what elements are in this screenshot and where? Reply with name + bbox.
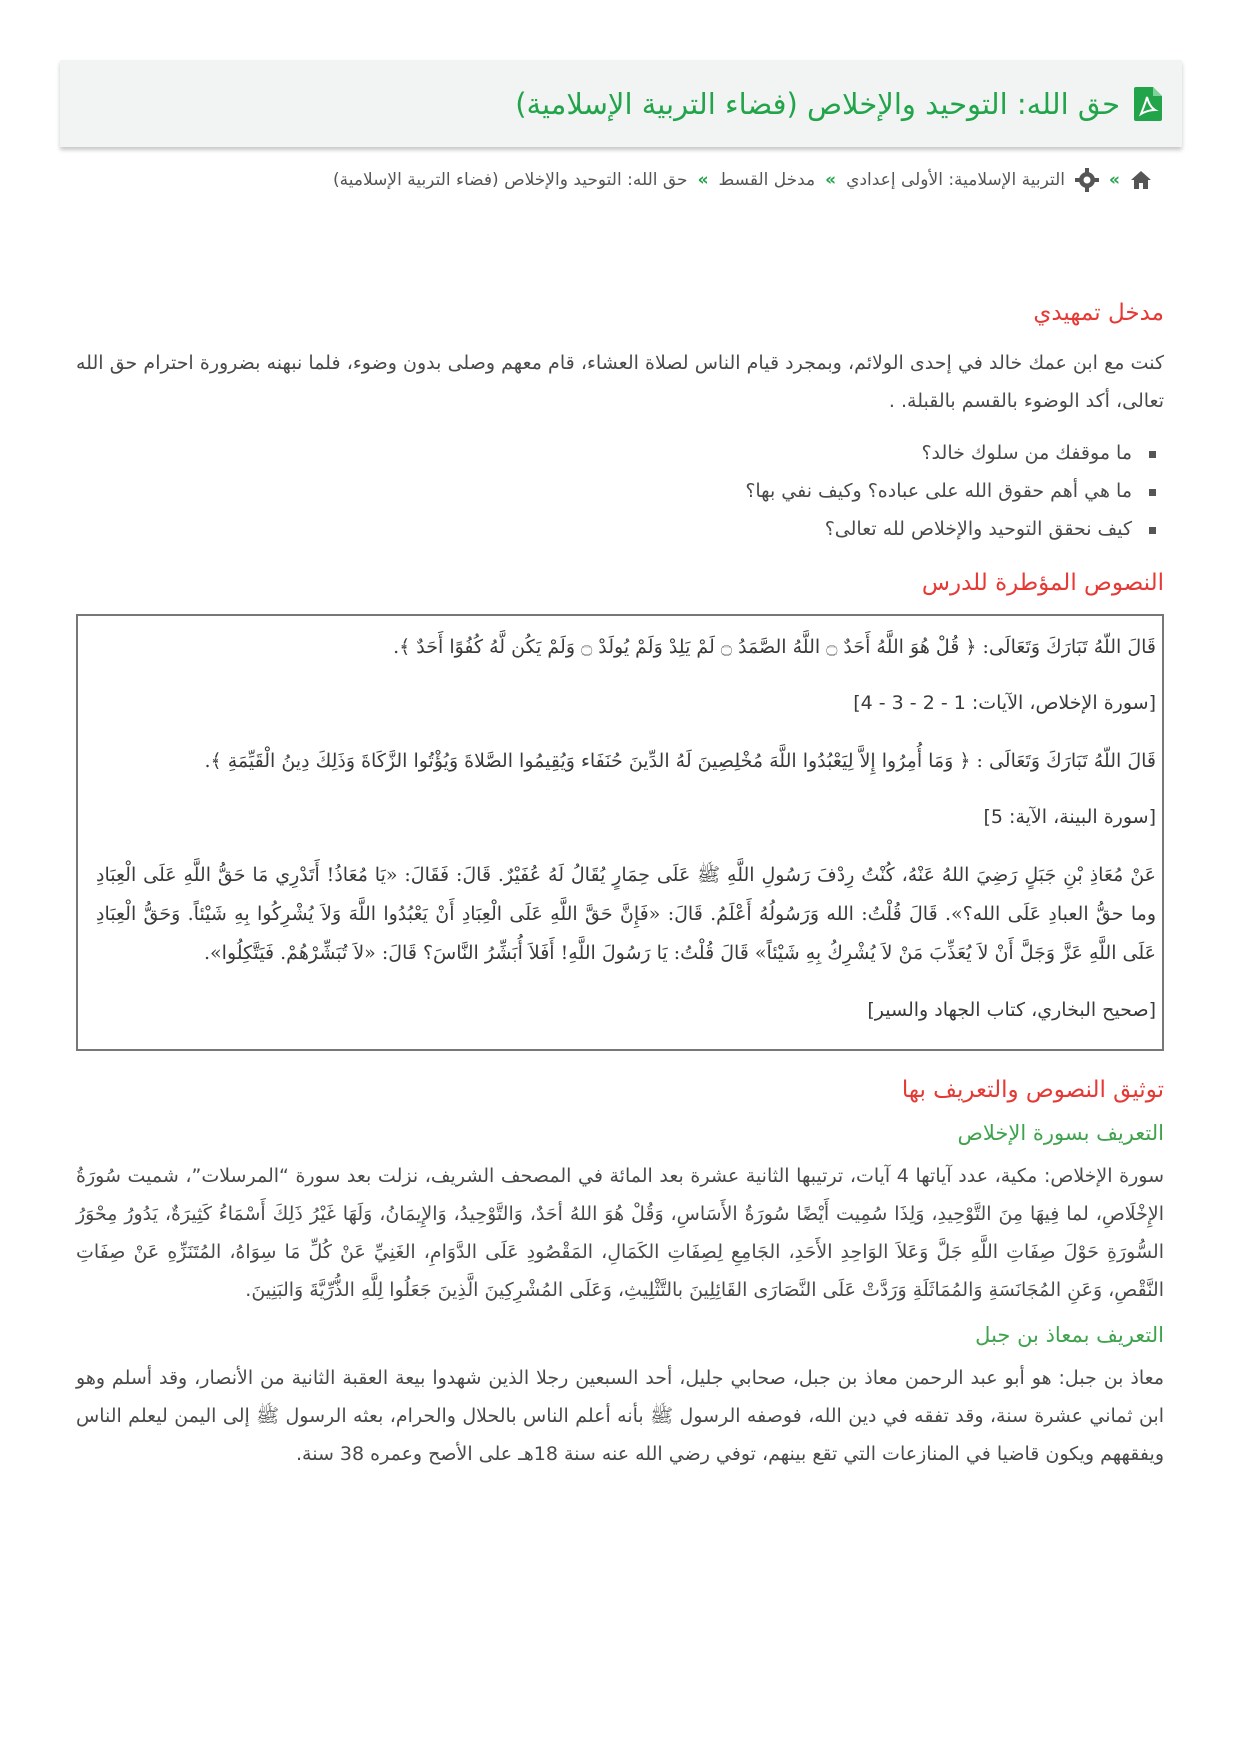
breadcrumb-separator: » bbox=[697, 170, 709, 190]
breadcrumb-item-unit[interactable]: مدخل القسط bbox=[718, 170, 816, 190]
breadcrumb bbox=[60, 168, 1152, 192]
breadcrumb-item-grade[interactable]: التربية الإسلامية: الأولى إعدادي bbox=[846, 170, 1066, 190]
home-icon[interactable] bbox=[1130, 170, 1152, 190]
muadh-intro-text: معاذ بن جبل: هو أبو عبد الرحمن معاذ بن جبل، صحابي جليل، أحد السبعين رجلا الذين شهدوا بيعة العقبة الثانية من الأنصار، وقد أسلم وهو ابن ثماني عشرة سنة، وقد تفقه في دين الله، فوصفه الرسول ﷺ بأنه أعلم الناس بالحلال والحرام، بعثه الرسول ﷺ إلى اليمن ليعلم الناس ويفقههم ويكون قاضيا في المنازعات التي تقع بينهم، توفي رضي الله عنه سنة 18هـ على الأصح وعمره 38 سنة. bbox=[76, 1367, 1164, 1465]
gear-icon bbox=[1075, 168, 1099, 192]
reference-bukhari: [صحيح البخاري، كتاب الجهاد والسير] bbox=[867, 999, 1156, 1021]
breadcrumb-separator: » bbox=[825, 170, 837, 190]
intro-heading: مدخل تمهيدي bbox=[1033, 300, 1164, 326]
surah-intro-title: التعريف بسورة الإخلاص bbox=[957, 1121, 1164, 1145]
page-title: حق الله: التوحيد والإخلاص (فضاء التربية الإسلامية) bbox=[515, 86, 1120, 121]
verse-bayyina: قَالَ اللّهُ تَبَارَكَ وَتَعَالَى : ﴿ وَمَا أُمِرُوا إِلاَّ لِيَعْبُدُوا اللَّهَ مُخْلِصِينَ لَهُ الدِّينَ حُنَفَاء وَيُقِيمُوا الصَّلاةَ وَيُؤْتُوا الزَّكَاةَ وَذَلِكَ دِينُ الْقَيِّمَةِ ﴾. bbox=[204, 750, 1156, 772]
intro-questions bbox=[76, 434, 1164, 548]
question-item: كيف نحقق التوحيد والإخلاص لله تعالى؟ bbox=[76, 510, 1132, 548]
breadcrumb-separator: » bbox=[1109, 170, 1120, 190]
framing-texts-box bbox=[76, 614, 1164, 1051]
documentation-heading: توثيق النصوص والتعريف بها bbox=[901, 1077, 1164, 1103]
lesson-content bbox=[76, 300, 1164, 1473]
muadh-intro-title: التعريف بمعاذ بن جبل bbox=[975, 1323, 1164, 1347]
verse-ikhlas: قَالَ اللّهُ تَبَارَكَ وَتَعَالَى: ﴿ قُلْ هُوَ اللَّهُ أَحَدٌ ۝ اللَّهُ الصَّمَدُ ۝ لَمْ يَلِدْ وَلَمْ يُولَدْ ۝ وَلَمْ يَكُن لَّهُ كُفُوًا أَحَدٌ ﴾. bbox=[393, 636, 1156, 658]
pdf-icon[interactable] bbox=[1134, 87, 1162, 121]
hadith-muadh: عَنْ مُعَاذِ بْنِ جَبَلٍ رَضِيَ اللهُ عَنْهُ، كُنْتُ رِدْفَ رَسُولِ اللَّهِ ﷺ عَلَى حِمَارٍ يُقَالُ لَهُ عُفَيْرٌ. قَالَ: فَقَالَ: «يَا مُعَاذُ! أَتَدْرِي مَا حَقُّ اللَّهِ عَلَى الْعِبَادِ وما حقُّ العبادِ عَلَى الله؟». قَالَ قُلْتُ: الله وَرَسُولُهُ أَعْلَمُ. قَالَ: «فَإِنَّ حَقَّ اللَّهِ عَلَى الْعِبَادِ أَنْ يَعْبُدُوا اللَّهَ وَلاَ يُشْرِكُوا بِهِ شَيْئاً. وَحَقُّ الْعِبَادِ عَلَى اللَّهِ عَزَّ وَجَلَّ أَنْ لاَ يُعَذِّبَ مَنْ لاَ يُشْرِكُ بِهِ شَيْئاً» قَالَ قُلْتُ: يَا رَسُولَ اللَّهِ! أَفَلاَ أُبَشِّرُ النَّاسَ؟ قَالَ: «لاَ تُبَشِّرْهُمْ. فَيَتَّكِلُوا». bbox=[96, 864, 1156, 964]
reference-bayyina: [سورة البينة، الآية: 5] bbox=[983, 806, 1156, 828]
question-item: ما موقفك من سلوك خالد؟ bbox=[76, 434, 1132, 472]
intro-paragraph: كنت مع ابن عمك خالد في إحدى الولائم، وبمجرد قيام الناس لصلاة العشاء، قام معهم وصلى بدون وضوء، فلما نبهنه بضرورة احترام حق الله تعالى، أكد الوضوء بالقسم بالقبلة. . bbox=[76, 352, 1164, 412]
reference-ikhlas: [سورة الإخلاص، الآيات: 1 - 2 - 3 - 4] bbox=[853, 692, 1156, 714]
page-title-bar bbox=[60, 60, 1182, 147]
texts-heading: النصوص المؤطرة للدرس bbox=[921, 570, 1164, 596]
surah-intro-text: سورة الإخلاص: مكية، عدد آياتها 4 آيات، ترتيبها الثانية عشرة بعد المائة في المصحف الشريف، نزلت بعد سورة “المرسلات”، شميت سُورَةُ الإِخْلَاصِ، لما فِيهَا مِنَ التَّوْحِيدِ، وَلِذَا سُمِيت أَيْضًا سُورَةُ الأَسَاسِ، وَقُلْ هُوَ اللهُ أحَدٌ، وَالتَّوْحِيدُ، وَالإِيمَانُ، وَلَهَا غَيْرُ ذَلِكَ أَسْمَاءُ كَثِيرَةٌ، يَدُورُ مِحْوَرُ السُّورَةِ حَوْلَ صِفَاتِ اللَّهِ جَلَّ وَعَلاَ الوَاحِدِ الأَحَدِ، الجَامِعِ لِصِفَاتِ الكَمَالِ، المَقْصُودِ عَلَى الدَّوَامِ، الغَنِيِّ عَنْ كُلِّ مَا سِوَاهُ، المُتَنَزِّهِ عَنْ صِفَاتِ النَّقْصِ، وَعَنِ المُجَانَسَةِ وَالمُمَاثَلَةِ وَرَدَّتْ عَلَى النَّصَارَى القَائِلِينَ بالتَّثْلِيثِ، وَعَلَى المُشْرِكِينَ الَّذِينَ جَعَلُوا لِلَّهِ الذُّرِّيَّةَ وَالبَنِينَ. bbox=[76, 1165, 1164, 1301]
question-item: ما هي أهم حقوق الله على عباده؟ وكيف نفي بها؟ bbox=[76, 472, 1132, 510]
breadcrumb-item-current: حق الله: التوحيد والإخلاص (فضاء التربية الإسلامية) bbox=[333, 170, 688, 190]
